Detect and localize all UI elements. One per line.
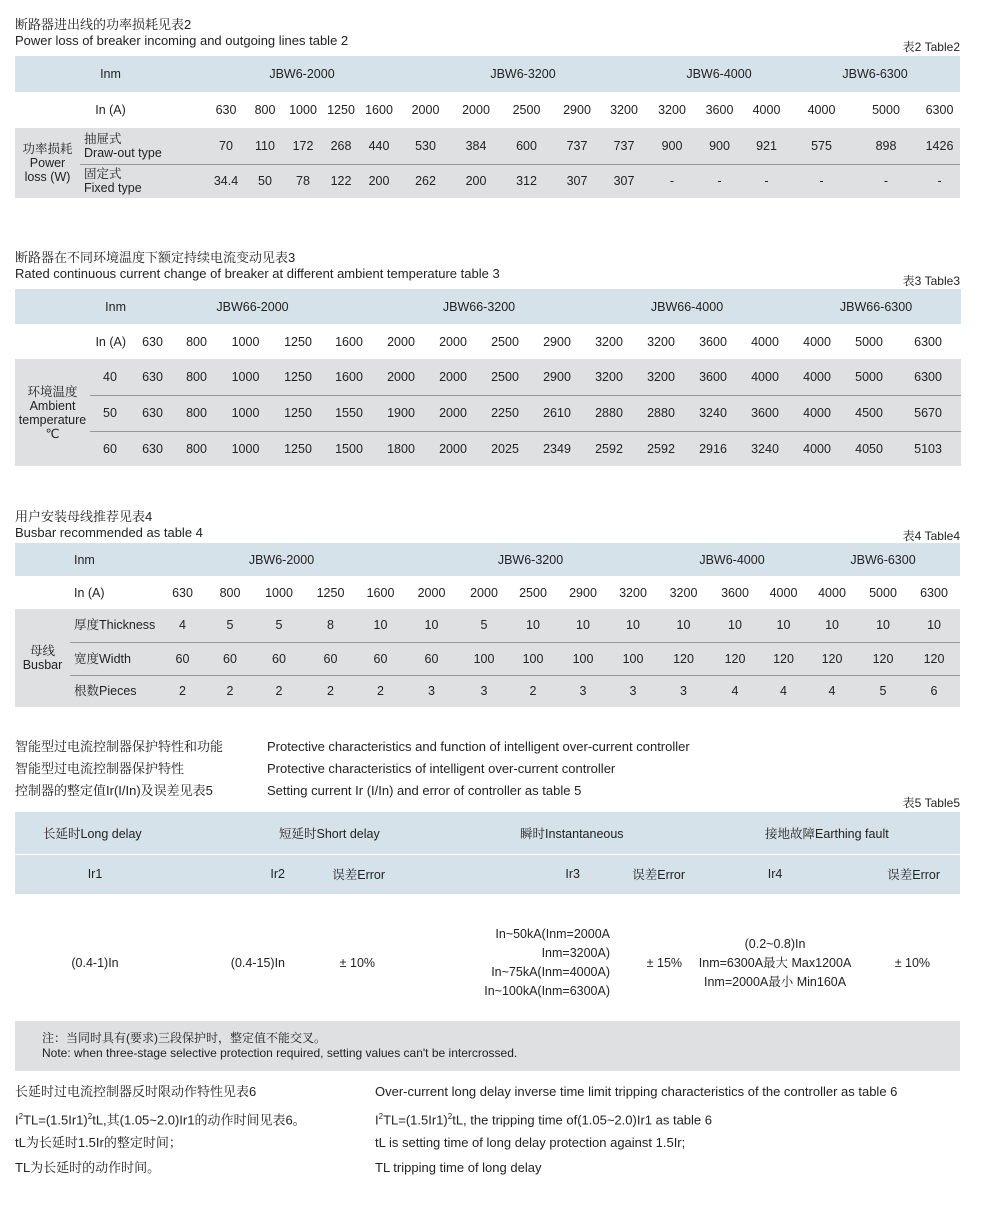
group-header: JBW66-6300 [791, 289, 961, 324]
cell: 312 [499, 164, 554, 198]
header-instantaneous: 瞬时Instantaneous [440, 812, 685, 854]
cell: 1000 [255, 576, 303, 609]
formula-sup: 2 [447, 1112, 453, 1121]
cell: 1250 [303, 576, 358, 609]
table-row [15, 164, 960, 198]
cell: 737 [554, 128, 600, 164]
row-group-label [15, 359, 90, 466]
cell: 737 [600, 128, 648, 164]
table3-tag: 表3 Table3 [902, 274, 960, 288]
cell: 100 [558, 642, 608, 675]
ir3-line: In~50kA(Inm=2000A [495, 927, 611, 941]
row-label-en: Fixed type [84, 181, 142, 196]
cell: 10 [403, 609, 460, 642]
cell: 2000 [460, 576, 508, 609]
table-row [15, 395, 961, 431]
cell: 2610 [531, 395, 583, 431]
cell: 921 [743, 128, 790, 164]
group-header: JBW6-6300 [806, 543, 960, 576]
table4-tag: 表4 Table4 [902, 529, 960, 543]
cell: 6300 [908, 576, 960, 609]
row-label: 50 [90, 395, 130, 431]
cell: 120 [908, 642, 960, 675]
side-label-unit: ℃ [45, 426, 60, 441]
cell: 4000 [739, 324, 791, 359]
cell: - [853, 164, 919, 198]
side-label-en: Ambient [29, 398, 76, 413]
cell: 2000 [398, 92, 453, 128]
table2-title-en: Power loss of breaker incoming and outgoing lines table 2 [15, 33, 349, 48]
cell: 10 [908, 609, 960, 642]
cell: 100 [608, 642, 658, 675]
cell: 2900 [558, 576, 608, 609]
formula-part: TL=(1.5Ir1) [23, 1112, 88, 1128]
table4-title-en: Busbar recommended as table 4 [15, 525, 203, 540]
in-label: In (A) [15, 324, 130, 359]
header-earthing-fault: 接地故障Earthing fault [685, 812, 960, 854]
intro-line1-en: Protective characteristics and function of intelligent over-current controller [267, 739, 690, 754]
cell: 2 [303, 675, 358, 707]
cell: 3240 [687, 395, 739, 431]
row-label: 根数Pieces [70, 675, 160, 707]
cell: 2000 [453, 92, 499, 128]
cell: 800 [205, 576, 255, 609]
t6-line2-en [375, 1109, 712, 1128]
cell: 4000 [743, 92, 790, 128]
cell: 4 [160, 609, 205, 642]
in-row [15, 324, 961, 359]
cell: 384 [453, 128, 499, 164]
cell: 5 [205, 609, 255, 642]
cell: 70 [206, 128, 246, 164]
value-error: ± 15% [610, 894, 685, 1032]
cell: 5000 [843, 324, 895, 359]
in-label: In (A) [15, 92, 206, 128]
cell: 630 [160, 576, 205, 609]
cell: 2 [160, 675, 205, 707]
t6-line1-cn: 长延时过电流控制器反时限动作特性见表6 [15, 1084, 257, 1099]
cell: 3200 [648, 92, 696, 128]
cell: 120 [858, 642, 908, 675]
cell: 10 [658, 609, 709, 642]
cell: 800 [175, 359, 218, 395]
cell: 4000 [791, 359, 843, 395]
cell: 5000 [853, 92, 919, 128]
cell: - [696, 164, 743, 198]
table-row [15, 128, 960, 164]
group-header: JBW6-4000 [658, 543, 806, 576]
table3 [15, 289, 961, 466]
note-cn: 注：当同时具有(要求)三段保护时，整定值不能交叉。 [42, 1031, 326, 1045]
cell: 1000 [218, 324, 273, 359]
side-label-cn: 功率损耗 [22, 142, 73, 156]
cell: 122 [322, 164, 360, 198]
table2 [15, 56, 960, 198]
cell: 3200 [658, 576, 709, 609]
cell: 262 [398, 164, 453, 198]
cell: 10 [508, 609, 558, 642]
cell: 1800 [375, 431, 427, 466]
side-label-en: Power [29, 156, 66, 170]
cell: 1600 [323, 324, 375, 359]
subheader-error: 误差Error [865, 854, 960, 894]
cell: - [790, 164, 853, 198]
cell: 307 [554, 164, 600, 198]
cell: 2 [358, 675, 403, 707]
t6-line1-en: Over-current long delay inverse time limit tripping characteristics of the controller as table 6 [375, 1084, 898, 1099]
in-row [15, 576, 960, 609]
cell: 4500 [843, 395, 895, 431]
ir3-line: Inm=3200A) [541, 946, 611, 960]
cell: 1550 [323, 395, 375, 431]
table5-tag: 表5 Table5 [902, 796, 960, 810]
table2-tag: 表2 Table2 [902, 40, 960, 54]
value-ir1: (0.4-1)In [15, 894, 175, 1032]
ir3-line: In~75kA(Inm=4000A) [491, 965, 611, 979]
cell: 2000 [403, 576, 460, 609]
cell: 575 [790, 128, 853, 164]
cell: 3 [658, 675, 709, 707]
subheader-ir1: Ir1 [15, 854, 175, 894]
cell: 1250 [273, 324, 323, 359]
in-label: In (A) [70, 576, 160, 609]
side-label-en: Busbar [22, 658, 63, 672]
cell: 268 [322, 128, 360, 164]
cell: 10 [761, 609, 806, 642]
cell: 630 [130, 431, 175, 466]
side-label-cn: 母线 [29, 644, 55, 658]
side-label-en: temperature [18, 412, 87, 427]
cell: 3600 [709, 576, 761, 609]
row-label [80, 164, 206, 198]
cell: 4000 [791, 324, 843, 359]
cell: 2880 [635, 395, 687, 431]
cell: 2000 [427, 431, 479, 466]
row-label-en: Draw-out type [84, 145, 162, 160]
cell: 898 [853, 128, 919, 164]
cell: 2900 [554, 92, 600, 128]
cell: 4000 [791, 431, 843, 466]
cell: 2500 [479, 359, 531, 395]
value-ir4 [685, 894, 865, 1032]
cell: 900 [696, 128, 743, 164]
cell: 5000 [843, 359, 895, 395]
table-row [15, 642, 960, 675]
cell: 800 [175, 324, 218, 359]
note-en: Note: when three-stage selective protection required, setting values can't be intercrossed. [42, 1046, 518, 1060]
cell: 2000 [375, 324, 427, 359]
cell: 10 [709, 609, 761, 642]
cell: 2916 [687, 431, 739, 466]
cell: 1600 [360, 92, 398, 128]
cell: 1250 [273, 395, 323, 431]
table3-title-en: Rated continuous current change of breaker at different ambient temperature table 3 [15, 266, 500, 281]
cell: - [648, 164, 696, 198]
row-label [80, 128, 206, 164]
cell: 3200 [608, 576, 658, 609]
cell: 1250 [322, 92, 360, 128]
cell: 10 [358, 609, 403, 642]
formula-part: I [375, 1112, 379, 1128]
cell: 530 [398, 128, 453, 164]
side-label-cn: 环境温度 [27, 384, 78, 399]
inm-label: Inm [70, 543, 160, 576]
cell: - [743, 164, 790, 198]
ir4-line: Inm=2000A最小 Min160A [703, 974, 847, 989]
table-row [15, 431, 961, 466]
subheader-ir2: Ir2 [175, 854, 305, 894]
cell: 1000 [218, 431, 273, 466]
subheader-ir4: Ir4 [685, 854, 865, 894]
cell: 3600 [696, 92, 743, 128]
t6-line2-cn [15, 1109, 306, 1128]
formula-sup: 2 [378, 1112, 384, 1121]
cell: 5 [255, 609, 303, 642]
cell: 4 [761, 675, 806, 707]
formula-part: I [15, 1112, 19, 1128]
t6-line4-en: TL tripping time of long delay [375, 1160, 542, 1175]
inm-label: Inm [15, 56, 206, 92]
cell: 440 [360, 128, 398, 164]
header-short-delay: 短延时Short delay [175, 812, 440, 854]
cell: 5103 [895, 431, 961, 466]
cell: 172 [284, 128, 322, 164]
cell: 630 [130, 395, 175, 431]
cell: 2 [255, 675, 303, 707]
cell: 2500 [499, 92, 554, 128]
cell: 60 [303, 642, 358, 675]
cell: 4000 [739, 359, 791, 395]
cell: 3200 [583, 359, 635, 395]
inm-label: Inm [15, 289, 130, 324]
cell: 2000 [427, 324, 479, 359]
formula-sup: 2 [18, 1112, 24, 1121]
cell: 6300 [895, 324, 961, 359]
cell: 60 [358, 642, 403, 675]
value-ir2: (0.4-15)In [175, 894, 305, 1032]
formula-part: tL, the tripping time of(1.05~2.0)Ir1 as table 6 [452, 1112, 712, 1128]
row-group-label [15, 128, 80, 198]
intro-line3-cn: 控制器的整定值Ir(I/In)及误差见表5 [15, 783, 213, 798]
header-long-delay: 长延时Long delay [15, 812, 175, 854]
formula-sup: 2 [87, 1112, 93, 1121]
cell: 60 [255, 642, 303, 675]
cell: 4000 [806, 576, 858, 609]
cell: 307 [600, 164, 648, 198]
cell: 120 [709, 642, 761, 675]
cell: 78 [284, 164, 322, 198]
row-label: 宽度Width [70, 642, 160, 675]
row-label: 厚度Thickness [70, 609, 160, 642]
cell: 5 [460, 609, 508, 642]
cell: 2900 [531, 359, 583, 395]
value-error: ± 10% [865, 894, 960, 1032]
row-label-cn: 抽屉式 [84, 131, 122, 146]
cell: 1600 [358, 576, 403, 609]
cell: 2250 [479, 395, 531, 431]
cell: 1426 [919, 128, 960, 164]
group-header: JBW6-6300 [790, 56, 960, 92]
cell: 2500 [479, 324, 531, 359]
group-header: JBW66-4000 [583, 289, 791, 324]
cell: 8 [303, 609, 358, 642]
cell: 2025 [479, 431, 531, 466]
table-row [15, 675, 960, 707]
cell: 120 [761, 642, 806, 675]
cell: 600 [499, 128, 554, 164]
note-box [15, 1021, 960, 1071]
cell: 60 [403, 642, 460, 675]
subheader-ir3: Ir3 [440, 854, 610, 894]
cell: 900 [648, 128, 696, 164]
cell: 100 [460, 642, 508, 675]
cell: 120 [806, 642, 858, 675]
table4 [15, 543, 960, 707]
row-label-cn: 固定式 [84, 167, 122, 182]
cell: 100 [508, 642, 558, 675]
value-ir3 [440, 894, 610, 1032]
table-row [15, 359, 961, 395]
cell: 3 [403, 675, 460, 707]
cell: 3200 [600, 92, 648, 128]
cell: 10 [558, 609, 608, 642]
cell: 120 [658, 642, 709, 675]
intro-line1-cn: 智能型过电流控制器保护特性和功能 [15, 739, 224, 754]
cell: 110 [246, 128, 284, 164]
cell: 1000 [284, 92, 322, 128]
cell: 5670 [895, 395, 961, 431]
cell: 3600 [739, 395, 791, 431]
cell: 800 [175, 431, 218, 466]
cell: 5 [858, 675, 908, 707]
cell: 3600 [687, 324, 739, 359]
cell: 10 [608, 609, 658, 642]
cell: 60 [205, 642, 255, 675]
subheader-error: 误差Error [610, 854, 685, 894]
t6-line3-en: tL is setting time of long delay protection against 1.5Ir; [375, 1135, 686, 1150]
cell: 800 [246, 92, 284, 128]
group-header: JBW6-4000 [648, 56, 790, 92]
formula-part: tL,其(1.05~2.0)Ir1的动作时间见表6。 [92, 1112, 306, 1128]
cell: 3200 [583, 324, 635, 359]
cell: 2 [508, 675, 558, 707]
group-header: JBW6-3200 [403, 543, 658, 576]
table-row [15, 894, 960, 1032]
cell: 4 [709, 675, 761, 707]
cell: 2000 [427, 359, 479, 395]
intro-line2-en: Protective characteristics of intelligent over-current controller [267, 761, 616, 776]
cell: 200 [360, 164, 398, 198]
group-header: JBW6-3200 [398, 56, 648, 92]
group-header: JBW66-3200 [375, 289, 583, 324]
cell: 1250 [273, 359, 323, 395]
cell: 3600 [687, 359, 739, 395]
cell: 2592 [635, 431, 687, 466]
table5 [15, 812, 960, 1032]
cell: 2000 [427, 395, 479, 431]
cell: 630 [206, 92, 246, 128]
ir4-line: Inm=6300A最大 Max1200A [698, 955, 852, 970]
cell: 1250 [273, 431, 323, 466]
cell: 3240 [739, 431, 791, 466]
cell: 800 [175, 395, 218, 431]
cell: 1500 [323, 431, 375, 466]
cell: 2500 [508, 576, 558, 609]
cell: 1600 [323, 359, 375, 395]
row-label: 40 [90, 359, 130, 395]
cell: 60 [160, 642, 205, 675]
cell: 1000 [218, 359, 273, 395]
cell: 10 [858, 609, 908, 642]
group-header: JBW6-2000 [160, 543, 403, 576]
cell: 6 [908, 675, 960, 707]
side-label-en: loss (W) [24, 170, 71, 184]
cell: 2880 [583, 395, 635, 431]
cell: 2000 [375, 359, 427, 395]
cell: 3200 [635, 359, 687, 395]
cell: 6300 [919, 92, 960, 128]
table4-title-cn: 用户安装母线推荐见表4 [15, 509, 153, 524]
cell: 5000 [858, 576, 908, 609]
cell: 4000 [790, 92, 853, 128]
value-error: ± 10% [305, 894, 440, 1032]
t6-line4-cn: TL为长延时的动作时间。 [15, 1160, 161, 1175]
cell: 2900 [531, 324, 583, 359]
table2-title-cn: 断路器进出线的功率损耗见表2 [15, 17, 192, 32]
cell: 10 [806, 609, 858, 642]
cell: 50 [246, 164, 284, 198]
cell: - [919, 164, 960, 198]
cell: 3200 [635, 324, 687, 359]
cell: 3 [460, 675, 508, 707]
table3-title-cn: 断路器在不同环境温度下额定持续电流变动见表3 [15, 250, 296, 265]
cell: 1900 [375, 395, 427, 431]
intro-line2-cn: 智能型过电流控制器保护特性 [15, 761, 185, 776]
intro-line3-en: Setting current Ir (I/In) and error of controller as table 5 [267, 783, 582, 798]
cell: 4 [806, 675, 858, 707]
cell: 6300 [895, 359, 961, 395]
cell: 34.4 [206, 164, 246, 198]
ir3-line: In~100kA(Inm=6300A) [484, 984, 611, 998]
cell: 200 [453, 164, 499, 198]
subheader-error: 误差Error [305, 854, 440, 894]
group-header: JBW66-2000 [130, 289, 375, 324]
in-row [15, 92, 960, 128]
ir4-line: (0.2~0.8)In [744, 936, 806, 951]
cell: 3 [608, 675, 658, 707]
row-group-label [15, 609, 70, 707]
cell: 2592 [583, 431, 635, 466]
cell: 4000 [791, 395, 843, 431]
cell: 4050 [843, 431, 895, 466]
row-label: 60 [90, 431, 130, 466]
cell: 3 [558, 675, 608, 707]
cell: 630 [130, 324, 175, 359]
cell: 1000 [218, 395, 273, 431]
cell: 2349 [531, 431, 583, 466]
formula-part: TL=(1.5Ir1) [383, 1112, 448, 1128]
group-header: JBW6-2000 [206, 56, 398, 92]
table-row [15, 609, 960, 642]
cell: 4000 [761, 576, 806, 609]
cell: 2 [205, 675, 255, 707]
cell: 630 [130, 359, 175, 395]
t6-line3-cn: tL为长延时1.5Ir的整定时间； [15, 1135, 182, 1150]
